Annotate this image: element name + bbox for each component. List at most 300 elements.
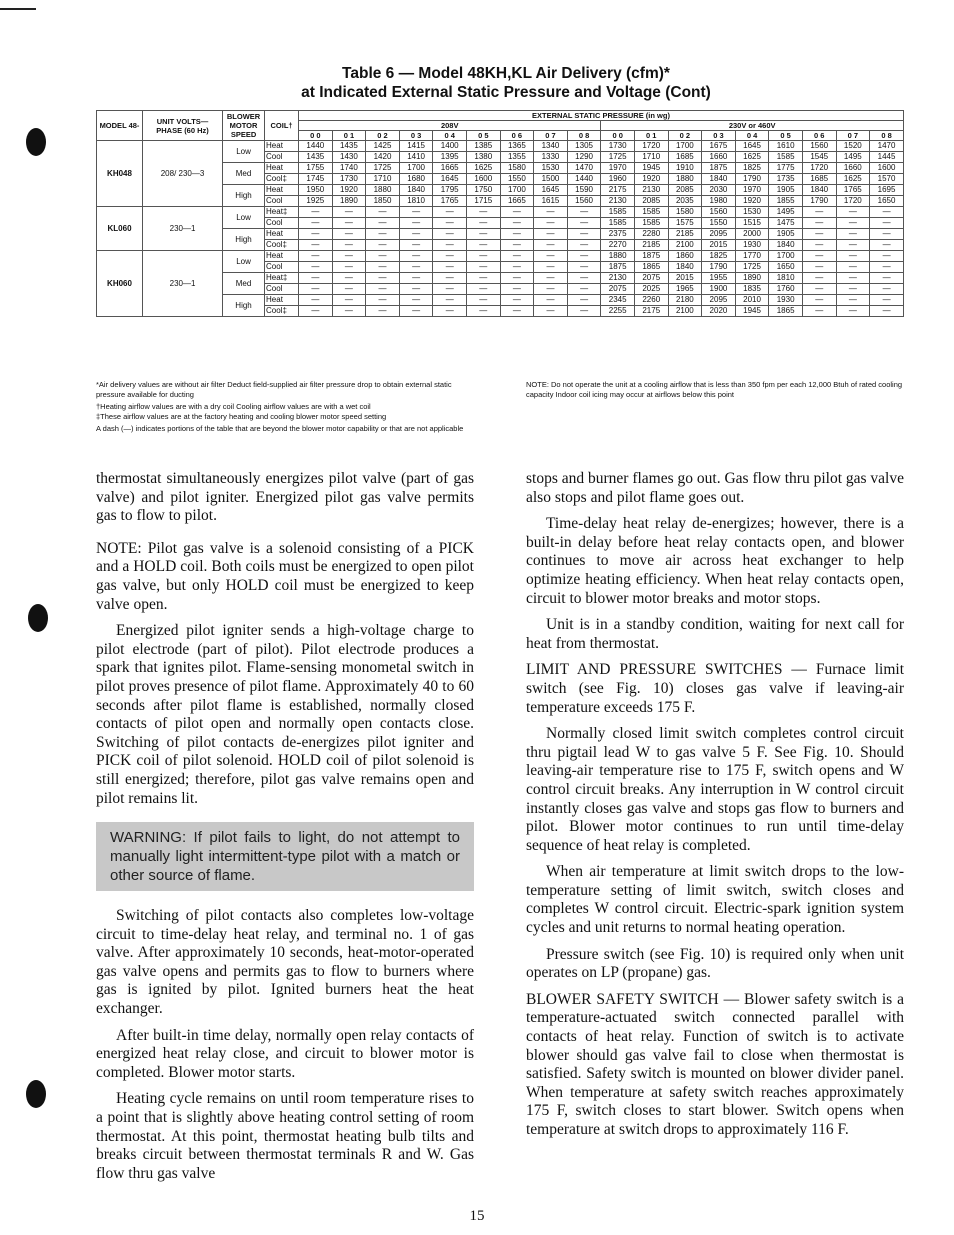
airflow-cell: — <box>870 306 904 317</box>
airflow-cell: — <box>836 284 870 295</box>
header-unit-volts: UNIT VOLTS— PHASE (60 Hz) <box>143 111 223 141</box>
airflow-cell: — <box>467 273 501 284</box>
model-cell: KL060 <box>97 207 143 251</box>
airflow-cell: — <box>467 229 501 240</box>
model-cell: KH060 <box>97 251 143 317</box>
airflow-cell: — <box>802 251 836 262</box>
airflow-cell: 1875 <box>702 163 736 174</box>
airflow-cell: 1730 <box>601 141 635 152</box>
airflow-cell: 1550 <box>500 174 534 185</box>
airflow-cell: 1380 <box>467 152 501 163</box>
airflow-cell: 1760 <box>769 284 803 295</box>
airflow-cell: — <box>836 240 870 251</box>
airflow-cell: 1730 <box>332 174 366 185</box>
airflow-cell: — <box>299 251 333 262</box>
footnote-dry-coil: †Heating airflow values are with a dry coil Cooling airflow values are with a wet coil <box>96 402 371 411</box>
warning-box: WARNING: If pilot fails to light, do not attempt to manually light intermittent-type pilot with a match or other source of flame. <box>96 822 474 891</box>
airflow-cell: 1580 <box>500 163 534 174</box>
left-paragraph-3: Energized pilot igniter sends a high-voltage charge to pilot electrode (part of pilot). Pilot electrode produces a spark that ignites pilot. Flame-sensing monometal switch in pilot proves presence of pilot flame. Approximately 40 to 60 seconds after pilot flame is established, normally closed contacts of pilot open and normally open contacts close. Switching of pilot contacts de-energizes pilot igniter and PICK coil of pilot solenoid. HOLD coil of pilot solenoid is still energized; therefore, pilot gas valve remains open and pilot remains lit. <box>96 622 474 807</box>
airflow-cell: — <box>433 273 467 284</box>
airflow-cell: — <box>567 218 601 229</box>
airflow-cell: 2185 <box>634 240 668 251</box>
volts-cell: 208/ 230—3 <box>143 141 223 207</box>
airflow-cell: 1695 <box>870 185 904 196</box>
airflow-cell: 2010 <box>735 295 769 306</box>
speed-cell: High <box>223 229 265 251</box>
airflow-cell: — <box>332 284 366 295</box>
airflow-cell: — <box>802 284 836 295</box>
airflow-cell: — <box>299 295 333 306</box>
airflow-cell: — <box>433 306 467 317</box>
airflow-cell: — <box>500 251 534 262</box>
airflow-cell: 1790 <box>735 174 769 185</box>
airflow-cell: 1330 <box>534 152 568 163</box>
airflow-cell: 1700 <box>399 163 433 174</box>
airflow-cell: 1515 <box>735 218 769 229</box>
footnote-air-filter: *Air delivery values are without air filter Deduct field-supplied air filter pressure drop to obtain external static pressure available for ducting <box>96 380 452 399</box>
speed-cell: Med <box>223 273 265 295</box>
airflow-cell: 1355 <box>500 152 534 163</box>
airflow-cell: — <box>399 229 433 240</box>
airflow-cell: 1660 <box>836 163 870 174</box>
airflow-cell: — <box>332 295 366 306</box>
airflow-cell: — <box>870 284 904 295</box>
airflow-cell: 1290 <box>567 152 601 163</box>
table-title-line-1: Table 6 — Model 48KH,KL Air Delivery (cfm)* <box>342 65 670 82</box>
airflow-cell: 1945 <box>634 163 668 174</box>
airflow-cell: 1610 <box>769 141 803 152</box>
airflow-cell: — <box>836 207 870 218</box>
airflow-cell: — <box>534 306 568 317</box>
airflow-cell: — <box>366 251 400 262</box>
coil-cell: Heat <box>265 185 299 196</box>
volts-cell: 230—1 <box>143 251 223 317</box>
header-pressure-208v: 0 2 <box>366 131 400 141</box>
airflow-cell: 1520 <box>836 141 870 152</box>
header-pressure-208v: 0 6 <box>500 131 534 141</box>
right-paragraph-1: stops and burner flames go out. Gas flow thru pilot gas valve also stops and pilot flame goes out. <box>526 470 904 506</box>
airflow-cell: — <box>332 218 366 229</box>
airflow-cell: — <box>399 284 433 295</box>
header-pressure-208v: 0 7 <box>534 131 568 141</box>
air-delivery-table-container <box>96 110 904 317</box>
airflow-cell: — <box>366 262 400 273</box>
airflow-cell: 1700 <box>500 185 534 196</box>
airflow-cell: 1840 <box>802 185 836 196</box>
airflow-cell: — <box>567 284 601 295</box>
top-rule <box>0 8 36 10</box>
airflow-cell: — <box>433 218 467 229</box>
airflow-cell: 1890 <box>735 273 769 284</box>
header-blower-speed: BLOWER MOTOR SPEED <box>223 111 265 141</box>
coil-cell: Cool <box>265 262 299 273</box>
model-cell: KH048 <box>97 141 143 207</box>
airflow-cell: 1415 <box>399 141 433 152</box>
airflow-cell: 1445 <box>870 152 904 163</box>
airflow-cell: — <box>299 284 333 295</box>
airflow-cell: 1720 <box>802 163 836 174</box>
airflow-cell: — <box>299 218 333 229</box>
airflow-cell: 1930 <box>769 295 803 306</box>
airflow-cell: 2000 <box>735 229 769 240</box>
airflow-cell: 2130 <box>601 196 635 207</box>
airflow-cell: 1920 <box>735 196 769 207</box>
airflow-cell: 1725 <box>601 152 635 163</box>
left-paragraph-4: Switching of pilot contacts also completes low-voltage circuit to time-delay heat relay, and terminal no. 1 of gas valve. After approximately 10 seconds, heat-motor-operated gas valve opens and permits gas to flow to burners where gas is ignited by pilot. Ignited burners heat the heat exchanger. <box>96 907 474 1018</box>
speed-cell: Low <box>223 141 265 163</box>
airflow-cell: 1425 <box>366 141 400 152</box>
airflow-cell: — <box>802 306 836 317</box>
airflow-cell: 1920 <box>634 174 668 185</box>
airflow-cell: — <box>500 273 534 284</box>
airflow-cell: 2075 <box>601 284 635 295</box>
airflow-cell: — <box>433 229 467 240</box>
airflow-cell: — <box>567 273 601 284</box>
airflow-cell: — <box>534 262 568 273</box>
airflow-cell: 1725 <box>735 262 769 273</box>
airflow-cell: 1775 <box>769 163 803 174</box>
airflow-cell: 1420 <box>366 152 400 163</box>
airflow-cell: — <box>399 240 433 251</box>
airflow-cell: 2015 <box>668 273 702 284</box>
right-column <box>526 470 904 1148</box>
airflow-cell: 1470 <box>870 141 904 152</box>
airflow-cell: 1625 <box>836 174 870 185</box>
airflow-cell: 1825 <box>702 251 736 262</box>
airflow-cell: — <box>433 251 467 262</box>
page-number: 15 <box>469 1208 485 1224</box>
airflow-cell: — <box>802 240 836 251</box>
airflow-cell: — <box>366 306 400 317</box>
airflow-cell: — <box>399 273 433 284</box>
speed-cell: Low <box>223 251 265 273</box>
coil-cell: Heat <box>265 295 299 306</box>
airflow-cell: 1600 <box>467 174 501 185</box>
airflow-cell: — <box>836 306 870 317</box>
header-pressure-230v: 0 6 <box>802 131 836 141</box>
airflow-cell: 1385 <box>467 141 501 152</box>
airflow-cell: — <box>802 229 836 240</box>
airflow-cell: 1905 <box>769 229 803 240</box>
airflow-cell: 1580 <box>668 207 702 218</box>
header-pressure-230v: 0 2 <box>668 131 702 141</box>
header-pressure-208v: 0 4 <box>433 131 467 141</box>
airflow-cell: — <box>500 262 534 273</box>
airflow-cell: — <box>399 295 433 306</box>
airflow-cell: — <box>500 306 534 317</box>
footnote-cooling-airflow: NOTE: Do not operate the unit at a cooling airflow that is less than 350 fpm per each 12,000 Btuh of rated cooling capacity Indoor coil icing may occur at airflows below this point <box>526 380 903 399</box>
left-note-pilot-valve: NOTE: Pilot gas valve is a solenoid consisting of a PICK and a HOLD coil. Both coils must be energized to open pilot gas valve, but only HOLD coil must be energized to keep valve open. <box>96 539 474 613</box>
airflow-cell: 1810 <box>769 273 803 284</box>
airflow-cell: 1905 <box>769 185 803 196</box>
airflow-cell: 2185 <box>668 229 702 240</box>
airflow-cell: 1570 <box>870 174 904 185</box>
airflow-cell: 1500 <box>534 174 568 185</box>
airflow-cell: — <box>366 284 400 295</box>
airflow-cell: — <box>366 229 400 240</box>
airflow-cell: 1920 <box>332 185 366 196</box>
airflow-cell: 1750 <box>467 185 501 196</box>
airflow-cell: — <box>467 218 501 229</box>
table-title <box>96 64 916 102</box>
header-pressure-208v: 0 0 <box>299 131 333 141</box>
coil-cell: Heat <box>265 163 299 174</box>
coil-cell: Cool‡ <box>265 306 299 317</box>
airflow-cell: 2270 <box>601 240 635 251</box>
airflow-cell: 1550 <box>702 218 736 229</box>
header-pressure-208v: 0 5 <box>467 131 501 141</box>
airflow-cell: — <box>534 218 568 229</box>
airflow-cell: 1305 <box>567 141 601 152</box>
airflow-cell: — <box>366 295 400 306</box>
volts-cell: 230—1 <box>143 207 223 251</box>
coil-cell: Cool <box>265 218 299 229</box>
airflow-cell: — <box>500 229 534 240</box>
airflow-cell: 1725 <box>366 163 400 174</box>
coil-cell: Cool‡ <box>265 174 299 185</box>
airflow-cell: — <box>332 207 366 218</box>
airflow-cell: — <box>534 284 568 295</box>
airflow-cell: 2345 <box>601 295 635 306</box>
coil-cell: Heat <box>265 251 299 262</box>
airflow-cell: — <box>870 218 904 229</box>
coil-cell: Heat <box>265 229 299 240</box>
airflow-cell: 1560 <box>702 207 736 218</box>
coil-cell: Heat‡ <box>265 207 299 218</box>
airflow-cell: 2100 <box>668 306 702 317</box>
airflow-cell: 1660 <box>702 152 736 163</box>
airflow-cell: 1665 <box>433 163 467 174</box>
airflow-cell: — <box>399 306 433 317</box>
header-esp: EXTERNAL STATIC PRESSURE (in wg) <box>299 111 904 121</box>
airflow-cell: 2085 <box>634 196 668 207</box>
airflow-cell: — <box>433 284 467 295</box>
airflow-cell: 1710 <box>634 152 668 163</box>
airflow-cell: 1850 <box>366 196 400 207</box>
airflow-cell: 1900 <box>702 284 736 295</box>
airflow-cell: 1685 <box>802 174 836 185</box>
airflow-cell: 1840 <box>399 185 433 196</box>
airflow-cell: 1865 <box>769 306 803 317</box>
airflow-cell: — <box>870 240 904 251</box>
airflow-cell: — <box>836 295 870 306</box>
airflow-cell: — <box>467 284 501 295</box>
section-blower-safety-switch: BLOWER SAFETY SWITCH — Blower safety switch is a temperature-actuated switch connected parallel with contacts of heat relay. Function of switch is to activate blower should gas valve fail to close when thermostat is satisfied. Safety switch is mounted on blower divider panel. When temperature at safety switch reaches approximately 175 F, switch closes to start blower. Switch opens when temperature at switch drops to approximately 116 F. <box>526 990 904 1138</box>
airflow-cell: 1470 <box>567 163 601 174</box>
airflow-cell: 1645 <box>735 141 769 152</box>
airflow-cell: 1475 <box>769 218 803 229</box>
airflow-cell: 2095 <box>702 229 736 240</box>
header-pressure-230v: 0 8 <box>870 131 904 141</box>
airflow-cell: — <box>467 295 501 306</box>
header-pressure-208v: 0 8 <box>567 131 601 141</box>
airflow-cell: 1955 <box>702 273 736 284</box>
speed-cell: High <box>223 185 265 207</box>
airflow-cell: 1340 <box>534 141 568 152</box>
binder-hole-3 <box>26 1080 46 1108</box>
airflow-cell: 1745 <box>299 174 333 185</box>
table-row <box>97 251 904 262</box>
airflow-cell: 1965 <box>668 284 702 295</box>
airflow-cell: — <box>467 207 501 218</box>
airflow-cell: 1665 <box>500 196 534 207</box>
airflow-cell: 1430 <box>332 152 366 163</box>
airflow-cell: 1930 <box>735 240 769 251</box>
airflow-cell: — <box>836 262 870 273</box>
header-208v: 208V <box>299 121 601 131</box>
airflow-cell: 1790 <box>702 262 736 273</box>
header-pressure-230v: 0 0 <box>601 131 635 141</box>
airflow-cell: 1880 <box>366 185 400 196</box>
airflow-cell: — <box>299 207 333 218</box>
airflow-cell: 1435 <box>299 152 333 163</box>
airflow-cell: — <box>433 295 467 306</box>
header-pressure-230v: 0 7 <box>836 131 870 141</box>
airflow-cell: 2175 <box>634 306 668 317</box>
airflow-cell: — <box>534 207 568 218</box>
airflow-cell: 1545 <box>802 152 836 163</box>
airflow-cell: — <box>836 229 870 240</box>
airflow-cell: 2260 <box>634 295 668 306</box>
airflow-cell: 1795 <box>433 185 467 196</box>
right-paragraph-5: Normally closed limit switch completes control circuit thru pigtail lead W to gas valve 5 F. See Fig. 10. Should leaving-air temperature rise to 175 F, switch opens and W control circuit breaks. Any interruption in W control circuit instantly closes gas valve and stops gas flow to burners and pilot. Blower motor continues to run until time-delay sequence of heat relay is completed. <box>526 725 904 854</box>
airflow-cell: 1735 <box>769 174 803 185</box>
airflow-cell: 1765 <box>433 196 467 207</box>
airflow-cell: 1865 <box>634 262 668 273</box>
airflow-cell: — <box>332 229 366 240</box>
airflow-cell: 1400 <box>433 141 467 152</box>
airflow-cell: — <box>366 240 400 251</box>
airflow-cell: 1720 <box>836 196 870 207</box>
airflow-cell: 1530 <box>735 207 769 218</box>
airflow-cell: 1970 <box>735 185 769 196</box>
airflow-cell: 1855 <box>769 196 803 207</box>
airflow-cell: — <box>433 207 467 218</box>
table-body <box>97 141 904 317</box>
airflow-cell: — <box>802 218 836 229</box>
airflow-cell: — <box>366 273 400 284</box>
airflow-cell: 2035 <box>668 196 702 207</box>
coil-cell: Cool <box>265 284 299 295</box>
airflow-cell: — <box>500 207 534 218</box>
airflow-cell: 1980 <box>702 196 736 207</box>
airflow-cell: — <box>567 240 601 251</box>
header-model: MODEL 48- <box>97 111 143 141</box>
header-pressure-208v: 0 3 <box>399 131 433 141</box>
airflow-cell: 1675 <box>702 141 736 152</box>
airflow-cell: 1600 <box>870 163 904 174</box>
airflow-cell: 1585 <box>601 207 635 218</box>
airflow-cell: 1755 <box>299 163 333 174</box>
footnotes-left <box>96 380 476 437</box>
airflow-cell: 2130 <box>634 185 668 196</box>
binder-hole-1 <box>26 128 46 156</box>
airflow-cell: — <box>567 262 601 273</box>
speed-cell: High <box>223 295 265 317</box>
airflow-cell: — <box>399 251 433 262</box>
speed-cell: Low <box>223 207 265 229</box>
footnote-factory-setting: ‡These airflow values are at the factory heating and cooling blower motor speed setting <box>96 411 387 421</box>
airflow-cell: 1590 <box>567 185 601 196</box>
airflow-cell: 1625 <box>735 152 769 163</box>
airflow-cell: — <box>433 262 467 273</box>
airflow-cell: 1770 <box>735 251 769 262</box>
airflow-cell: 1880 <box>601 251 635 262</box>
header-coil: COIL† <box>265 111 299 141</box>
airflow-cell: — <box>299 262 333 273</box>
table-row <box>97 141 904 152</box>
airflow-cell: — <box>299 229 333 240</box>
airflow-cell: — <box>467 240 501 251</box>
airflow-cell: 1410 <box>399 152 433 163</box>
section-limit-pressure-switches: LIMIT AND PRESSURE SWITCHES — Furnace limit switch (see Fig. 10) closes gas valve if leaving-air temperature exceeds 175 F. <box>526 661 904 716</box>
airflow-cell: 1880 <box>668 174 702 185</box>
airflow-cell: 1700 <box>769 251 803 262</box>
right-paragraph-7: Pressure switch (see Fig. 10) is required only when unit operates on LP (propane) gas. <box>526 945 904 982</box>
airflow-cell: 2130 <box>601 273 635 284</box>
header-pressure-230v: 0 1 <box>634 131 668 141</box>
airflow-cell: — <box>332 306 366 317</box>
airflow-cell: 1615 <box>534 196 568 207</box>
airflow-cell: 1645 <box>433 174 467 185</box>
airflow-cell: 1585 <box>634 207 668 218</box>
speed-cell: Med <box>223 163 265 185</box>
airflow-cell: 1685 <box>668 152 702 163</box>
airflow-cell: — <box>534 251 568 262</box>
airflow-cell: 1395 <box>433 152 467 163</box>
airflow-cell: — <box>534 229 568 240</box>
airflow-cell: — <box>802 295 836 306</box>
airflow-cell: — <box>299 306 333 317</box>
airflow-cell: 1840 <box>668 262 702 273</box>
coil-cell: Cool <box>265 196 299 207</box>
airflow-cell: 1950 <box>299 185 333 196</box>
right-paragraph-3: Unit is in a standby condition, waiting for next call for heat from thermostat. <box>526 616 904 652</box>
airflow-cell: 1875 <box>601 262 635 273</box>
airflow-cell: 1720 <box>634 141 668 152</box>
airflow-cell: — <box>870 229 904 240</box>
airflow-cell: 1365 <box>500 141 534 152</box>
airflow-cell: — <box>534 273 568 284</box>
airflow-cell: — <box>870 207 904 218</box>
airflow-cell: — <box>399 207 433 218</box>
airflow-cell: — <box>567 229 601 240</box>
coil-cell: Heat‡ <box>265 273 299 284</box>
header-pressure-230v: 0 4 <box>735 131 769 141</box>
airflow-cell: — <box>366 207 400 218</box>
airflow-cell: 2375 <box>601 229 635 240</box>
airflow-cell: 1440 <box>299 141 333 152</box>
airflow-cell: 1585 <box>634 218 668 229</box>
airflow-cell: 1435 <box>332 141 366 152</box>
airflow-cell: 2180 <box>668 295 702 306</box>
table-title-line-2: at Indicated External Static Pressure and Voltage (Cont) <box>301 84 711 101</box>
airflow-cell: 1680 <box>399 174 433 185</box>
airflow-cell: 1575 <box>668 218 702 229</box>
airflow-cell: — <box>802 262 836 273</box>
airflow-cell: 2015 <box>702 240 736 251</box>
airflow-cell: 1650 <box>769 262 803 273</box>
airflow-cell: — <box>433 240 467 251</box>
airflow-cell: 2280 <box>634 229 668 240</box>
airflow-cell: — <box>500 218 534 229</box>
airflow-cell: 1875 <box>634 251 668 262</box>
airflow-cell: 1835 <box>735 284 769 295</box>
airflow-cell: — <box>534 295 568 306</box>
airflow-cell: — <box>332 240 366 251</box>
airflow-cell: 1625 <box>467 163 501 174</box>
airflow-cell: 2085 <box>668 185 702 196</box>
